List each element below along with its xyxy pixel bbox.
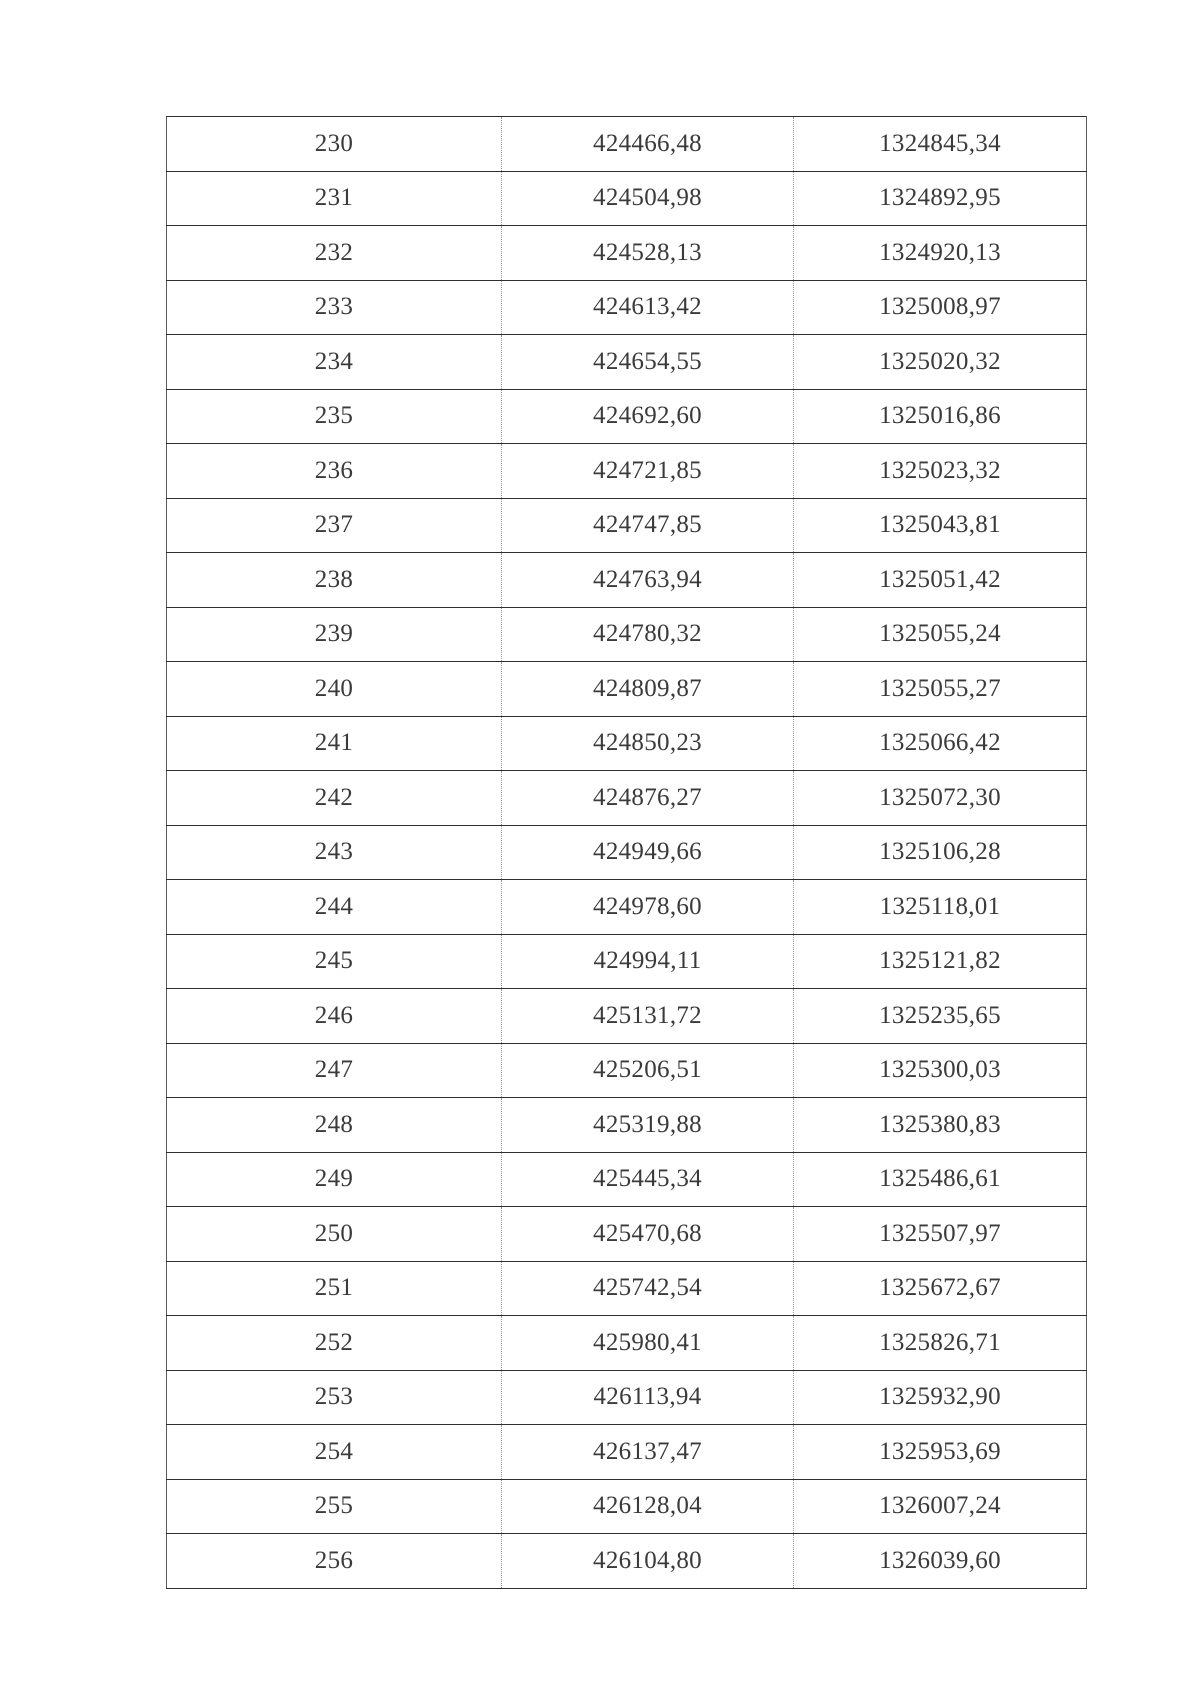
x-coordinate-cell: 426104,80 bbox=[502, 1534, 794, 1589]
y-coordinate-cell: 1325008,97 bbox=[794, 280, 1087, 335]
x-coordinate-cell: 424466,48 bbox=[502, 117, 794, 172]
x-coordinate-cell: 424850,23 bbox=[502, 716, 794, 771]
point-number-cell: 242 bbox=[167, 771, 502, 826]
point-number-cell: 250 bbox=[167, 1207, 502, 1262]
x-coordinate-cell: 424763,94 bbox=[502, 553, 794, 608]
point-number-cell: 243 bbox=[167, 825, 502, 880]
table-row bbox=[167, 1152, 1087, 1207]
x-coordinate-cell: 425470,68 bbox=[502, 1207, 794, 1262]
table-row bbox=[167, 1534, 1087, 1589]
x-coordinate-cell: 425206,51 bbox=[502, 1043, 794, 1098]
table-row bbox=[167, 1261, 1087, 1316]
point-number-cell: 255 bbox=[167, 1479, 502, 1534]
y-coordinate-cell: 1325106,28 bbox=[794, 825, 1087, 880]
y-coordinate-cell: 1325380,83 bbox=[794, 1098, 1087, 1153]
point-number-cell: 235 bbox=[167, 389, 502, 444]
table-row bbox=[167, 1098, 1087, 1153]
point-number-cell: 246 bbox=[167, 989, 502, 1044]
x-coordinate-cell: 424994,11 bbox=[502, 934, 794, 989]
y-coordinate-cell: 1325055,27 bbox=[794, 662, 1087, 717]
point-number-cell: 237 bbox=[167, 498, 502, 553]
point-number-cell: 231 bbox=[167, 171, 502, 226]
x-coordinate-cell: 424528,13 bbox=[502, 226, 794, 281]
x-coordinate-cell: 424876,27 bbox=[502, 771, 794, 826]
point-number-cell: 240 bbox=[167, 662, 502, 717]
point-number-cell: 239 bbox=[167, 607, 502, 662]
y-coordinate-cell: 1325055,24 bbox=[794, 607, 1087, 662]
x-coordinate-cell: 424747,85 bbox=[502, 498, 794, 553]
point-number-cell: 234 bbox=[167, 335, 502, 390]
y-coordinate-cell: 1325826,71 bbox=[794, 1316, 1087, 1371]
x-coordinate-cell: 424504,98 bbox=[502, 171, 794, 226]
x-coordinate-cell: 425319,88 bbox=[502, 1098, 794, 1153]
table-row bbox=[167, 662, 1087, 717]
point-number-cell: 238 bbox=[167, 553, 502, 608]
x-coordinate-cell: 424780,32 bbox=[502, 607, 794, 662]
x-coordinate-cell: 424949,66 bbox=[502, 825, 794, 880]
point-number-cell: 245 bbox=[167, 934, 502, 989]
y-coordinate-cell: 1325072,30 bbox=[794, 771, 1087, 826]
y-coordinate-cell: 1324920,13 bbox=[794, 226, 1087, 281]
point-number-cell: 244 bbox=[167, 880, 502, 935]
y-coordinate-cell: 1326039,60 bbox=[794, 1534, 1087, 1589]
y-coordinate-cell: 1325023,32 bbox=[794, 444, 1087, 499]
point-number-cell: 249 bbox=[167, 1152, 502, 1207]
table-row bbox=[167, 1316, 1087, 1371]
y-coordinate-cell: 1326007,24 bbox=[794, 1479, 1087, 1534]
x-coordinate-cell: 424692,60 bbox=[502, 389, 794, 444]
y-coordinate-cell: 1325300,03 bbox=[794, 1043, 1087, 1098]
x-coordinate-cell: 424809,87 bbox=[502, 662, 794, 717]
y-coordinate-cell: 1325121,82 bbox=[794, 934, 1087, 989]
x-coordinate-cell: 424613,42 bbox=[502, 280, 794, 335]
table-row bbox=[167, 226, 1087, 281]
table-row bbox=[167, 117, 1087, 172]
table-row bbox=[167, 1479, 1087, 1534]
table-row bbox=[167, 1425, 1087, 1480]
y-coordinate-cell: 1325051,42 bbox=[794, 553, 1087, 608]
point-number-cell: 253 bbox=[167, 1370, 502, 1425]
table-row bbox=[167, 716, 1087, 771]
y-coordinate-cell: 1325953,69 bbox=[794, 1425, 1087, 1480]
point-number-cell: 252 bbox=[167, 1316, 502, 1371]
table-row bbox=[167, 934, 1087, 989]
y-coordinate-cell: 1325672,67 bbox=[794, 1261, 1087, 1316]
x-coordinate-cell: 426137,47 bbox=[502, 1425, 794, 1480]
point-number-cell: 233 bbox=[167, 280, 502, 335]
point-number-cell: 254 bbox=[167, 1425, 502, 1480]
y-coordinate-cell: 1325016,86 bbox=[794, 389, 1087, 444]
table-row bbox=[167, 444, 1087, 499]
point-number-cell: 251 bbox=[167, 1261, 502, 1316]
table-row bbox=[167, 1370, 1087, 1425]
coordinates-table bbox=[166, 116, 1087, 1589]
point-number-cell: 236 bbox=[167, 444, 502, 499]
coordinates-table-body bbox=[167, 117, 1087, 1589]
table-row bbox=[167, 989, 1087, 1044]
x-coordinate-cell: 424654,55 bbox=[502, 335, 794, 390]
table-row bbox=[167, 825, 1087, 880]
x-coordinate-cell: 425131,72 bbox=[502, 989, 794, 1044]
table-row bbox=[167, 389, 1087, 444]
y-coordinate-cell: 1325486,61 bbox=[794, 1152, 1087, 1207]
table-row bbox=[167, 280, 1087, 335]
y-coordinate-cell: 1324892,95 bbox=[794, 171, 1087, 226]
table-row bbox=[167, 607, 1087, 662]
point-number-cell: 241 bbox=[167, 716, 502, 771]
table-row bbox=[167, 1207, 1087, 1262]
y-coordinate-cell: 1325118,01 bbox=[794, 880, 1087, 935]
x-coordinate-cell: 424721,85 bbox=[502, 444, 794, 499]
y-coordinate-cell: 1325507,97 bbox=[794, 1207, 1087, 1262]
y-coordinate-cell: 1325932,90 bbox=[794, 1370, 1087, 1425]
y-coordinate-cell: 1325043,81 bbox=[794, 498, 1087, 553]
x-coordinate-cell: 425980,41 bbox=[502, 1316, 794, 1371]
x-coordinate-cell: 426128,04 bbox=[502, 1479, 794, 1534]
x-coordinate-cell: 425742,54 bbox=[502, 1261, 794, 1316]
point-number-cell: 256 bbox=[167, 1534, 502, 1589]
point-number-cell: 248 bbox=[167, 1098, 502, 1153]
table-row bbox=[167, 1043, 1087, 1098]
point-number-cell: 230 bbox=[167, 117, 502, 172]
table-row bbox=[167, 553, 1087, 608]
table-row bbox=[167, 498, 1087, 553]
point-number-cell: 247 bbox=[167, 1043, 502, 1098]
table-row bbox=[167, 171, 1087, 226]
x-coordinate-cell: 424978,60 bbox=[502, 880, 794, 935]
y-coordinate-cell: 1325066,42 bbox=[794, 716, 1087, 771]
y-coordinate-cell: 1325020,32 bbox=[794, 335, 1087, 390]
x-coordinate-cell: 425445,34 bbox=[502, 1152, 794, 1207]
table-row bbox=[167, 771, 1087, 826]
table-row bbox=[167, 880, 1087, 935]
x-coordinate-cell: 426113,94 bbox=[502, 1370, 794, 1425]
y-coordinate-cell: 1325235,65 bbox=[794, 989, 1087, 1044]
y-coordinate-cell: 1324845,34 bbox=[794, 117, 1087, 172]
point-number-cell: 232 bbox=[167, 226, 502, 281]
table-row bbox=[167, 335, 1087, 390]
